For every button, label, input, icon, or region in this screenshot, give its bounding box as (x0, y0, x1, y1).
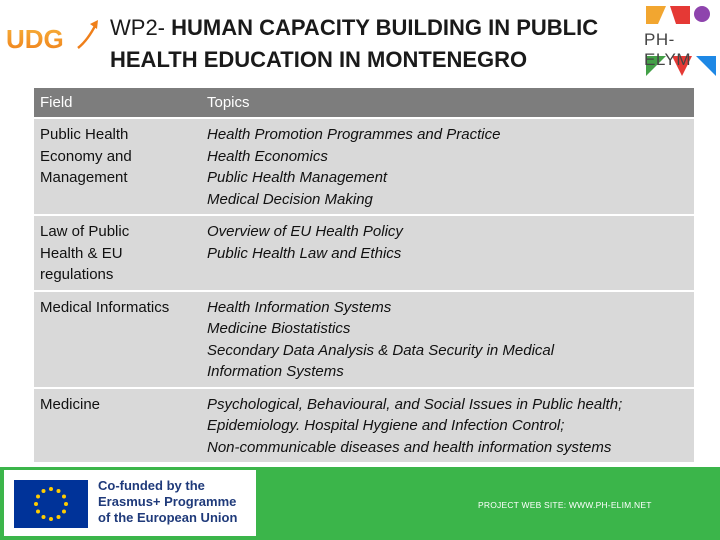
field-line: Economy and (40, 147, 132, 165)
topic-line: Health Information Systems (207, 298, 392, 316)
eu-star-icon (49, 487, 53, 491)
table-row (34, 388, 694, 464)
curriculum-table (34, 88, 694, 464)
header-topics: Topics (201, 88, 694, 118)
topic-line: Overview of EU Health Policy (207, 223, 403, 240)
field-line: Medical Informatics (40, 298, 170, 316)
topics-cell (201, 215, 694, 291)
udg-logo (4, 18, 104, 58)
eu-star-icon (62, 495, 66, 499)
field-cell (34, 118, 201, 215)
title-line-2: HEALTH EDUCATION IN MONTENEGRO (110, 47, 528, 72)
eu-flag-icon (14, 480, 88, 528)
ph-elym-logo-text: PH-ELYM (644, 30, 692, 69)
topic-line: Health Promotion Programmes and Practice (207, 126, 501, 143)
field-line: Medicine (40, 395, 101, 413)
topic-line: Psychological, Behavioural, and Social Issues in Public health; (207, 395, 623, 413)
erasmus-text (98, 478, 237, 526)
eu-star-icon (36, 495, 40, 499)
topics-cell (201, 118, 694, 215)
eu-star-icon (42, 489, 46, 493)
header-field: Field (34, 88, 201, 118)
eu-star-icon (62, 510, 66, 514)
topic-line: Information Systems (207, 363, 344, 380)
logo-shape-orange (646, 6, 666, 24)
eu-star-icon (42, 515, 46, 519)
topics-cell (201, 388, 694, 464)
eu-star-icon (49, 517, 53, 521)
field-cell (34, 215, 201, 291)
eu-star-icon (34, 502, 38, 506)
erasmus-line: Co-funded by the (98, 478, 205, 493)
table-row (34, 291, 694, 388)
topic-line: Public Health Management (207, 169, 388, 186)
table-row (34, 118, 694, 215)
eu-star-icon (36, 510, 40, 514)
topic-line: Non-communicable diseases and health information systems (207, 438, 612, 456)
table-header-row (34, 88, 694, 118)
udg-logo-text: UDG (6, 24, 64, 54)
field-line: Management (40, 169, 128, 186)
title-line-1: HUMAN CAPACITY BUILDING IN PUBLIC (171, 15, 599, 40)
arrow-icon (78, 24, 96, 48)
topic-line: Medical Decision Making (207, 190, 373, 208)
field-line: Health & EU (40, 244, 123, 262)
topic-line: Public Health Law and Ethics (207, 244, 402, 262)
eu-star-icon (57, 489, 61, 493)
logo-shape-red (670, 6, 690, 24)
topics-cell (201, 291, 694, 388)
page-title (110, 12, 640, 76)
project-website-text: PROJECT WEB SITE: WWW.PH-ELIM.NET (478, 500, 652, 510)
erasmus-line: of the European Union (98, 510, 238, 525)
title-prefix: WP2- (110, 15, 172, 40)
eu-star-icon (64, 502, 68, 506)
logo-shape-purple (694, 6, 710, 22)
topic-line: Epidemiology. Hospital Hygiene and Infection Control; (207, 417, 565, 434)
topic-line: Health Economics (207, 147, 328, 165)
table-row (34, 215, 694, 291)
field-cell (34, 291, 201, 388)
field-line: regulations (40, 266, 114, 283)
eu-star-icon (57, 515, 61, 519)
topic-line: Secondary Data Analysis & Data Security in Medical (207, 341, 555, 359)
field-line: Public Health (40, 126, 129, 143)
topic-line: Medicine Biostatistics (207, 320, 351, 337)
erasmus-line: Erasmus+ Programme (98, 494, 237, 509)
field-cell (34, 388, 201, 464)
field-line: Law of Public (40, 223, 130, 240)
